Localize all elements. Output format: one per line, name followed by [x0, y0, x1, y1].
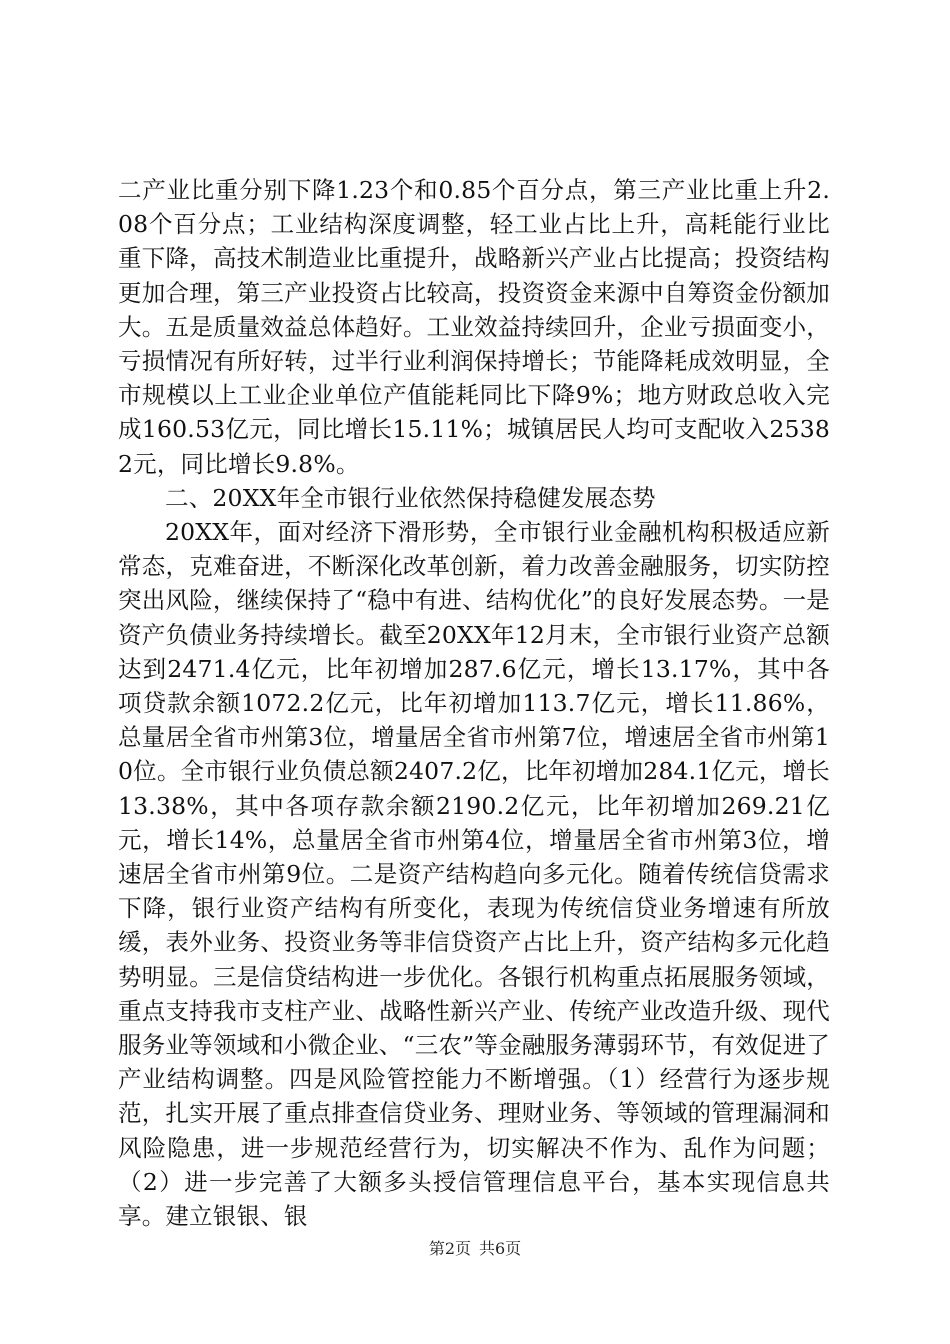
page-total: 共6页: [479, 1239, 522, 1258]
page-number: 第2页: [428, 1239, 471, 1258]
document-body: [118, 173, 830, 1233]
page-footer: [0, 1239, 950, 1259]
body-paragraph-1: 二产业比重分别下降1.23个和0.85个百分点，第三产业比重上升2.08个百分点；工业结构深度调整，轻工业占比上升，高耗能行业比重下降，高技术制造业比重提升，战略新兴产业占比提高；投资结构更加合理，第三产业投资占比较高，投资资金来源中自筹资金份额加大。五是质量效益总体趋好。工业效益持续回升，企业亏损面变小，亏损情况有所好转，过半行业利润保持增长；节能降耗成效明显，全市规模以上工业企业单位产值能耗同比下降9%；地方财政总收入完成160.53亿元，同比增长15.11%；城镇居民人均可支配收入25382元，同比增长9.8%。: [118, 176, 830, 478]
body-paragraph-2: 20XX年，面对经济下滑形势，全市银行业金融机构积极适应新常态，克难奋进，不断深化改革创新，着力改善金融服务，切实防控突出风险，继续保持了“稳中有进、结构优化”的良好发展态势。一是资产负债业务持续增长。截至20XX年12月末，全市银行业资产总额达到2471.4亿元，比年初增加287.6亿元，增长13.17%，其中各项贷款余额1072.2亿元，比年初增加113.7亿元，增长11.86%，总量居全省市州第3位，增量居全省市州第7位，增速居全省市州第10位。全市银行业负债总额2407.2亿，比年初增加284.1亿元，增长13.38%，其中各项存款余额2190.2亿元，比年初增加269.21亿元，增长14%，总量居全省市州第4位，增量居全省市州第3位，增速居全省市州第9位。二是资产结构趋向多元化。随着传统信贷需求下降，银行业资产结构有所变化，表现为传统信贷业务增速有所放缓，表外业务、投资业务等非信贷资产占比上升，资产结构多元化趋势明显。三是信贷结构进一步优化。各银行机构重点拓展服务领域，重点支持我市支柱产业、战略性新兴产业、传统产业改造升级、现代服务业等领域和小微企业、“三农”等金融服务薄弱环节，有效促进了产业结构调整。四是风险管控能力不断增强。（1）经营行为逐步规范，扎实开展了重点排查信贷业务、理财业务、等领域的管理漏洞和风险隐患，进一步规范经营行为，切实解决不作为、乱作为问题；（2）进一步完善了大额多头授信管理信息平台，基本实现信息共享。建立银银、银: [118, 518, 830, 1231]
section-heading-2: 二、20XX年全市银行业依然保持稳健发展态势: [165, 483, 656, 512]
